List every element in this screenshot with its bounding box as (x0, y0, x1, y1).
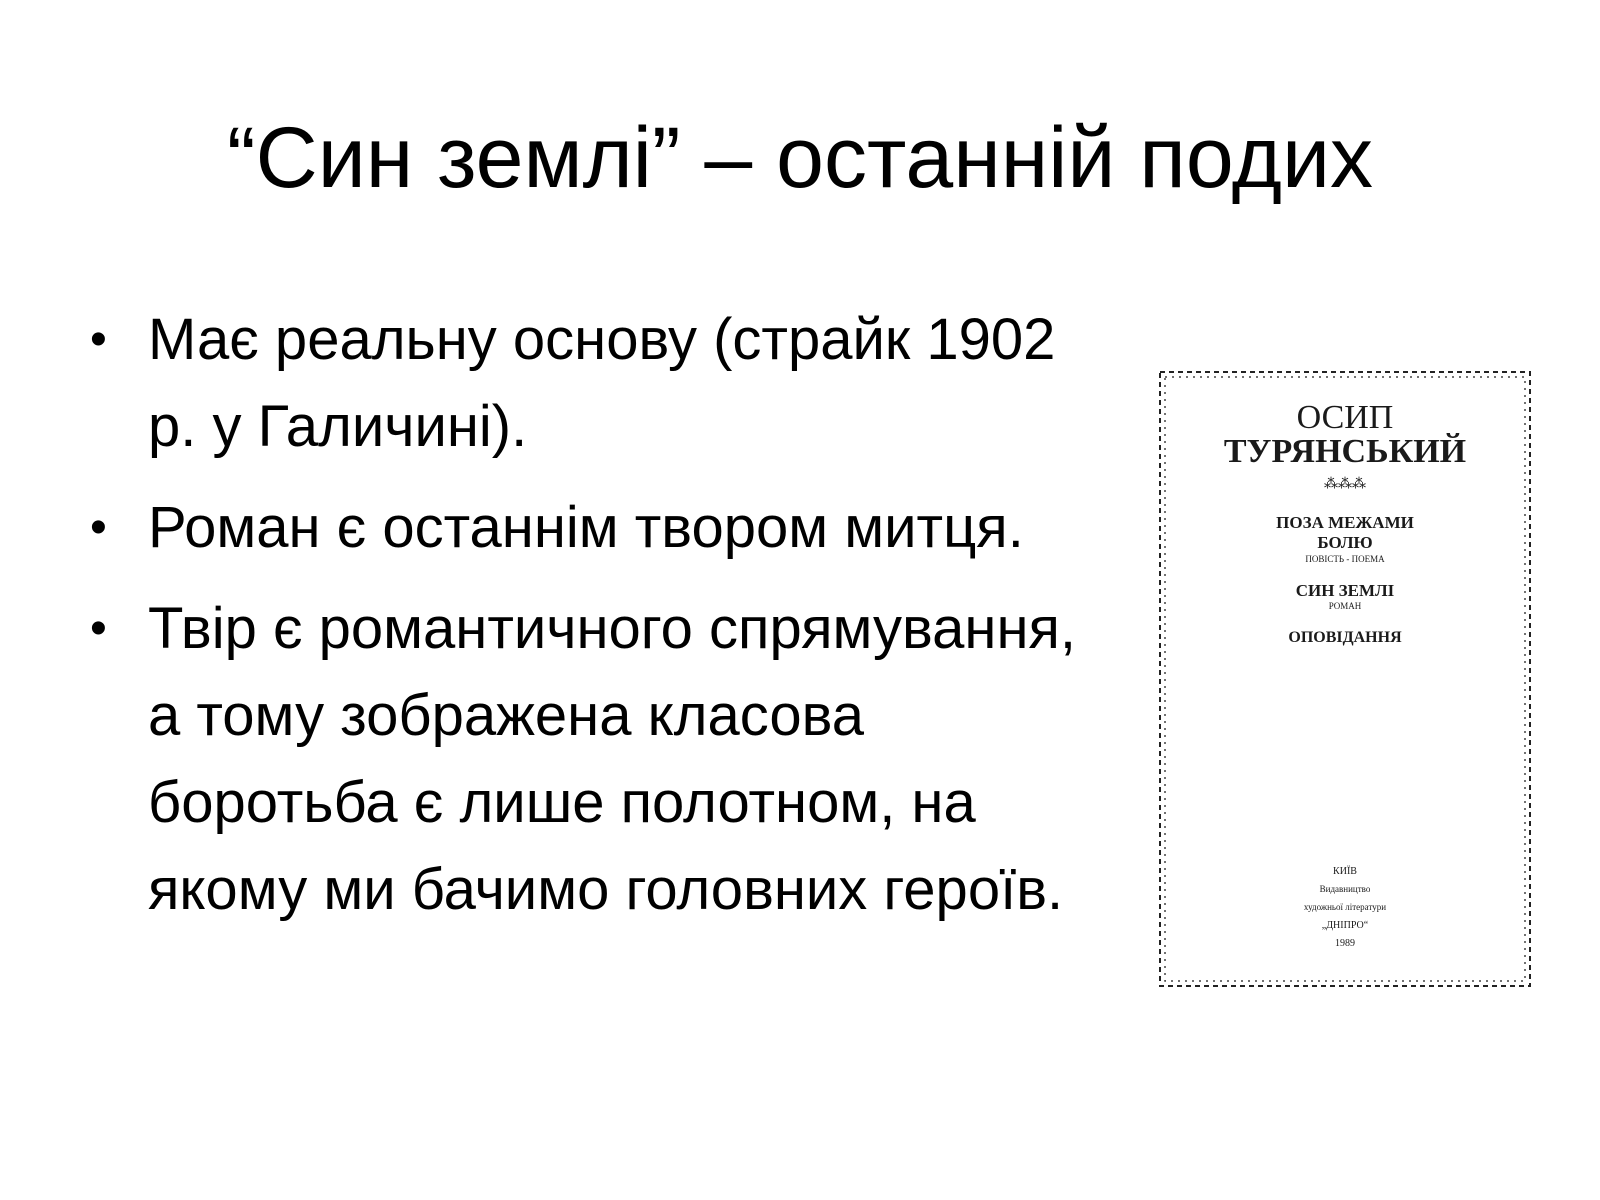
bullet-text: Роман є останнім твором митця. (148, 495, 1024, 560)
cover-work1-title-cont: БОЛЮ (1317, 533, 1373, 552)
cover-ornament: ⁂⁂⁂ (1324, 477, 1366, 492)
book-cover-svg (1154, 366, 1536, 996)
slide-title: “Син землі” – останній подих (227, 110, 1373, 206)
bullet-dot: • (90, 602, 107, 655)
bullet-dot: • (90, 501, 107, 554)
bullet-item-last-work (86, 484, 1106, 571)
cover-work3-title: ОПОВІДАННЯ (1288, 629, 1402, 646)
cover-work1-subtitle: ПОВІСТЬ - ПОЕМА (1305, 554, 1385, 564)
cover-work2-title: СИН ЗЕМЛІ (1295, 581, 1395, 600)
bullet-item-romantic (86, 585, 1106, 933)
bullet-text: Твір є романтичного спрямування, а тому зображена класова боротьба є лише полотном, на якому ми бачимо головних героїв. (148, 596, 1076, 922)
cover-city: КИЇВ (1333, 866, 1357, 877)
cover-work1-title: ПОЗА МЕЖАМИ (1276, 513, 1414, 532)
cover-publisher-line3: „ДНІПРО“ (1321, 920, 1369, 931)
cover-author-last-name: ТУРЯНСЬКИЙ (1223, 433, 1467, 470)
book-cover-image (1154, 366, 1536, 996)
cover-year: 1989 (1335, 938, 1355, 949)
bullet-list (86, 296, 1106, 947)
cover-work2-subtitle: РОМАН (1328, 601, 1362, 611)
bullet-dot: • (90, 313, 107, 366)
cover-author-first-name: ОСИП (1296, 399, 1394, 436)
cover-publisher-line2: художньої літератури (1303, 902, 1387, 912)
bullet-item-real-basis (86, 296, 1106, 470)
bullet-text: Має реальну основу (страйк 1902 р. у Галичині). (148, 307, 1056, 459)
cover-publisher-line1: Видавництво (1319, 884, 1371, 894)
